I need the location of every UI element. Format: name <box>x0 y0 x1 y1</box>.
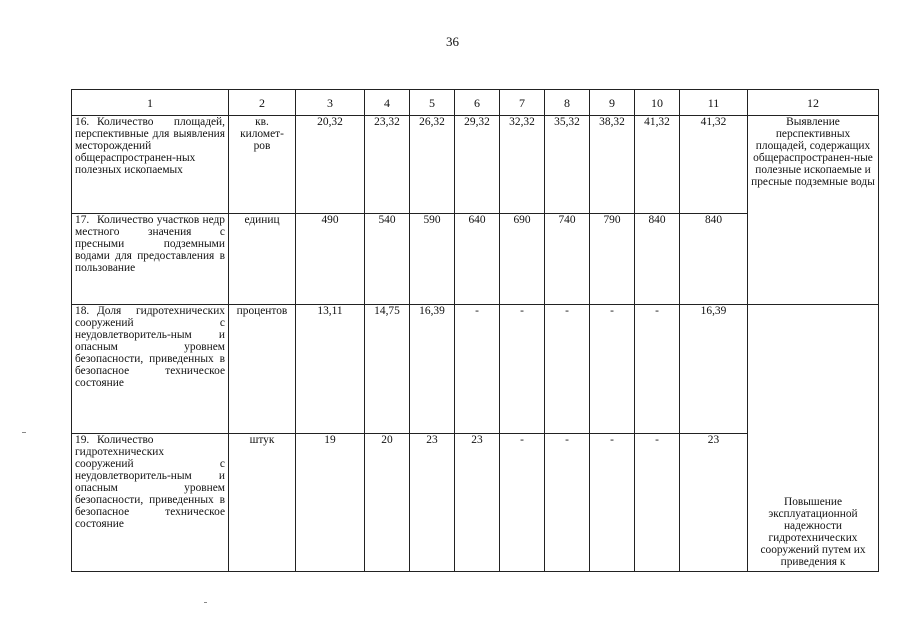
header-cell: 10 <box>635 90 680 116</box>
value-cell: 490 <box>296 214 365 305</box>
value-cell: - <box>455 305 500 434</box>
header-cell: 4 <box>365 90 410 116</box>
indicator-name-cell <box>72 116 229 214</box>
value-cell: 38,32 <box>590 116 635 214</box>
header-cell: 5 <box>410 90 455 116</box>
value-cell: 20,32 <box>296 116 365 214</box>
note-cell: Повышение эксплуатационной надежности гидротехнических сооружений путем их приведения к <box>748 305 879 572</box>
value-cell: 690 <box>500 214 545 305</box>
value-cell: 41,32 <box>635 116 680 214</box>
unit-cell: процентов <box>229 305 296 434</box>
value-cell: 19 <box>296 434 365 572</box>
unit-cell: единиц <box>229 214 296 305</box>
value-cell: 32,32 <box>500 116 545 214</box>
indicator-name: Количество площадей, перспективные для выявления месторождений общераспространен-ных полезных ископаемых <box>75 116 225 176</box>
value-cell: 16,39 <box>680 305 748 434</box>
row-number: 17. <box>75 214 90 226</box>
value-cell: - <box>545 305 590 434</box>
header-cell: 6 <box>455 90 500 116</box>
indicator-name: Количество гидротехнических сооружений с неудовлетворитель-ным и опасным уровнем безопасности, приведенных в безопасное техническое состояние <box>75 434 225 530</box>
value-cell: 26,32 <box>410 116 455 214</box>
value-cell: 790 <box>590 214 635 305</box>
unit-cell: штук <box>229 434 296 572</box>
value-cell: 840 <box>635 214 680 305</box>
value-cell: 840 <box>680 214 748 305</box>
indicator-table <box>71 89 879 572</box>
value-cell: - <box>590 305 635 434</box>
indicator-name-cell <box>72 305 229 434</box>
row-number: 16. <box>75 116 90 128</box>
value-cell: 29,32 <box>455 116 500 214</box>
header-cell: 11 <box>680 90 748 116</box>
value-cell: - <box>590 434 635 572</box>
value-cell: 14,75 <box>365 305 410 434</box>
value-cell: - <box>500 305 545 434</box>
value-cell: 35,32 <box>545 116 590 214</box>
header-cell: 2 <box>229 90 296 116</box>
value-cell: - <box>500 434 545 572</box>
header-cell: 12 <box>748 90 879 116</box>
value-cell: 23 <box>455 434 500 572</box>
value-cell: 740 <box>545 214 590 305</box>
value-cell: 540 <box>365 214 410 305</box>
value-cell: 23 <box>680 434 748 572</box>
value-cell: 41,32 <box>680 116 748 214</box>
value-cell: 590 <box>410 214 455 305</box>
header-cell: 7 <box>500 90 545 116</box>
value-cell: - <box>635 305 680 434</box>
table-row <box>72 305 879 434</box>
table-row <box>72 116 879 214</box>
indicator-name-cell <box>72 434 229 572</box>
indicator-name: Доля гидротехнических сооружений с неудовлетворитель-ным и опасным уровнем безопасности, приведенных в безопасное техническое состояние <box>75 305 225 389</box>
indicator-name-cell <box>72 214 229 305</box>
unit-cell: кв. километ-ров <box>229 116 296 214</box>
value-cell: - <box>545 434 590 572</box>
value-cell: 640 <box>455 214 500 305</box>
header-row <box>72 90 879 116</box>
header-cell: 9 <box>590 90 635 116</box>
scan-speck <box>204 602 207 603</box>
value-cell: 23,32 <box>365 116 410 214</box>
value-cell: 13,11 <box>296 305 365 434</box>
value-cell: - <box>635 434 680 572</box>
row-number: 18. <box>75 305 90 317</box>
value-cell: 16,39 <box>410 305 455 434</box>
header-cell: 1 <box>72 90 229 116</box>
value-cell: 20 <box>365 434 410 572</box>
note-cell: Выявление перспективных площадей, содержащих общераспространен-ные полезные ископаемые и пресные подземные воды <box>748 116 879 305</box>
header-cell: 8 <box>545 90 590 116</box>
page-number: 36 <box>446 34 459 49</box>
row-number: 19. <box>75 434 90 446</box>
indicator-name: Количество участков недр местного значения с пресными подземными водами для предоставления в пользование <box>75 214 225 274</box>
value-cell: 23 <box>410 434 455 572</box>
scan-speck <box>22 432 26 433</box>
header-cell: 3 <box>296 90 365 116</box>
